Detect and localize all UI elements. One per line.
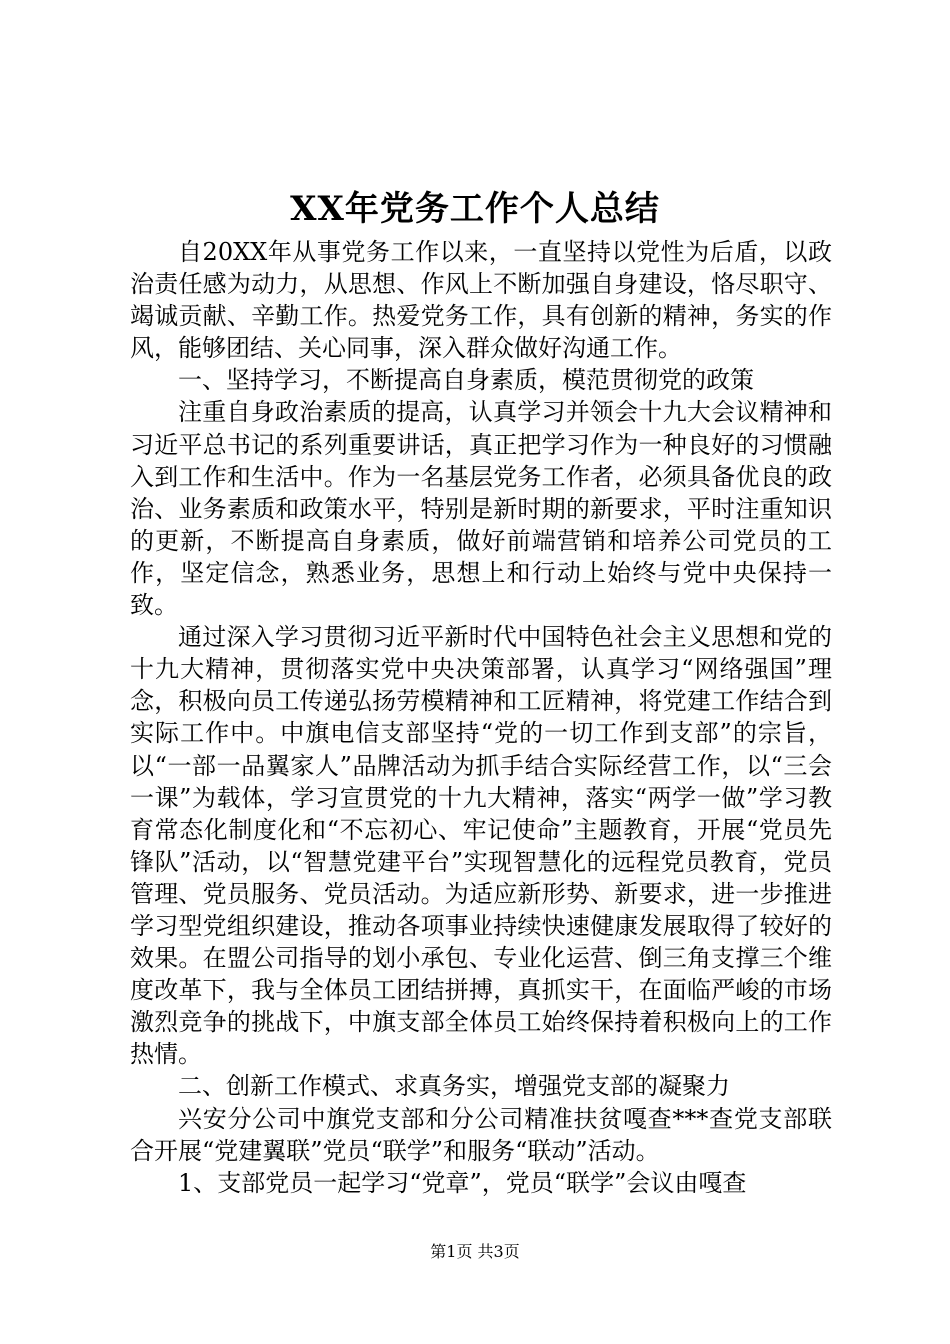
body-paragraph: 兴安分公司中旗党支部和分公司精准扶贫嘎查***查党支部联合开展“党建翼联”党员“联学”和服务“联动”活动。 [130,1104,832,1165]
body-paragraph: 通过深入学习贯彻习近平新时代中国特色社会主义思想和党的十九大精神，贯彻落实党中央决策部署，认真学习“网络强国”理念，积极向员工传递弘扬劳模精神和工匠精神，将党建工作结合到实际工作中。中旗电信支部坚持“党的一切工作到支部”的宗旨，以“一部一品翼家人”品牌活动为抓手结合实际经营工作，以“三会一课”为载体，学习宣贯党的十九大精神，落实“两学一做”学习教育常态化制度化和“不忘初心、牢记使命”主题教育，开展“党员先锋队”活动，以“智慧党建平台”实现智慧化的远程党员教育，党员管理、党员服务、党员活动。为适应新形势、新要求，进一步推进学习型党组织建设，推动各项事业持续快速健康发展取得了较好的效果。在盟公司指导的划小承包、专业化运营、倒三角支撑三个维度改革下，我与全体员工团结拼搏，真抓实干，在面临严峻的市场激烈竞争的挑战下，中旗支部全体员工始终保持着积极向上的工作热情。 [130,623,832,1069]
list-item-paragraph: 1、支部党员一起学习“党章”，党员“联学”会议由嘎查 [178,1168,747,1197]
section-heading-2: 二、创新工作模式、求真务实，增强党支部的凝聚力 [178,1072,730,1101]
document-body [130,236,832,1199]
page-footer: 第1页 共3页 [430,1242,520,1261]
section-heading-1: 一、坚持学习，不断提高自身素质，模范贯彻党的政策 [178,366,754,395]
body-paragraph: 注重自身政治素质的提高，认真学习并领会十九大会议精神和习近平总书记的系列重要讲话，真正把学习作为一种良好的习惯融入到工作和生活中。作为一名基层党务工作者，必须具备优良的政治、业务素质和政策水平，特别是新时期的新要求，平时注重知识的更新，不断提高自身素质，做好前端营销和培养公司党员的工作，坚定信念，熟悉业务，思想上和行动上始终与党中央保持一致。 [130,398,832,620]
document-title: XX年党务工作个人总结 [290,189,660,229]
intro-paragraph: 自20XX年从事党务工作以来，一直坚持以党性为后盾，以政治责任感为动力，从思想、作风上不断加强自身建设，恪尽职守、竭诚贡献、辛勤工作。热爱党务工作，具有创新的精神，务实的作风，能够团结、关心同事，深入群众做好沟通工作。 [130,238,832,363]
